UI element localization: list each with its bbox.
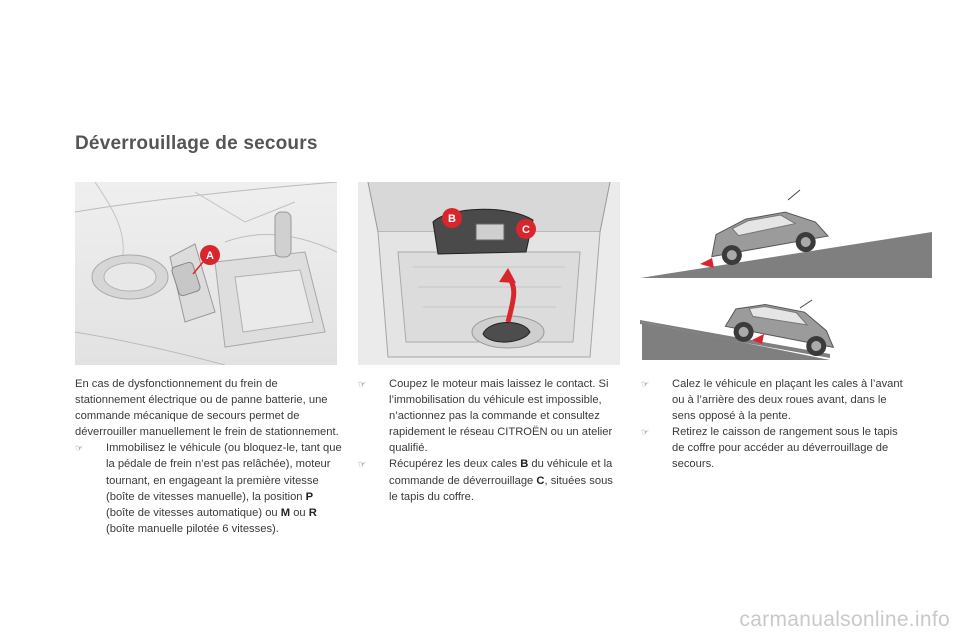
intro-paragraph: En cas de dysfonctionnement du frein de stationnement électrique ou de panne batterie, une commande mécanique de secours permet de déverrouiller manuellement le frein de stationnement. — [75, 378, 339, 439]
pointing-hand-icon: ☞ — [75, 443, 84, 454]
text-run: ou — [290, 506, 309, 519]
bold-p: P — [305, 490, 314, 503]
bold-r: R — [308, 506, 317, 519]
trunk-illustration — [358, 182, 620, 365]
pointing-hand-icon: ☞ — [358, 459, 367, 470]
page-title: Déverrouillage de secours — [75, 133, 318, 154]
text-run: du véhicule et la commande de déverrouillage — [389, 458, 613, 487]
pointing-hand-icon: ☞ — [641, 427, 650, 438]
bullet-text — [389, 458, 613, 502]
bullet-stop-engine — [358, 376, 620, 456]
bullet-text: Retirez le caisson de rangement sous le tapis de coffre pour accéder au déverrouillage de secours. — [672, 426, 898, 471]
column-1 — [75, 376, 343, 537]
slope-cars-illustration — [640, 182, 932, 367]
bullet-text — [106, 442, 342, 534]
bullet-remove-storage — [641, 424, 911, 472]
label-a: A — [206, 250, 214, 262]
bullet-immobilize — [75, 440, 343, 537]
label-c: C — [522, 224, 530, 236]
bullet-chock-vehicle — [641, 376, 911, 424]
label-b: B — [448, 213, 456, 225]
column-3 — [641, 376, 911, 473]
pointing-hand-icon: ☞ — [641, 379, 650, 389]
bold-c: C — [536, 474, 545, 487]
bullet-retrieve-chocks — [358, 456, 620, 504]
bold-b: B — [520, 458, 529, 471]
text-run: , situées sous le tapis du coffre. — [389, 474, 613, 503]
text-run: Récupérez les deux cales — [389, 458, 521, 471]
column-2 — [358, 376, 620, 505]
text-run: Immobilisez le véhicule (ou bloquez-le, tant que la pédale de frein n’est pas relâchée), moteur tournant, en engageant la première vitesse (boîte de vitesses manuelle), la position — [106, 442, 342, 503]
console-illustration — [75, 182, 337, 365]
bullet-text: Calez le véhicule en plaçant les cales à l’avant ou à l’arrière des deux roues avant, dans le sens opposé à la pente. — [672, 378, 903, 423]
text-run: (boîte de vitesses automatique) ou — [106, 506, 281, 519]
bold-m: M — [280, 506, 291, 519]
bullet-text: Coupez le moteur mais laissez le contact. Si l’immobilisation du véhicule est impossible, n’actionnez pas la commande et consultez rapidement le réseau CITROËN ou un atelier qualifié. — [389, 378, 613, 455]
text-run: (boîte manuelle pilotée 6 vitesses). — [106, 522, 279, 535]
watermark: carmanualsonline.info — [739, 608, 950, 631]
pointing-hand-icon: ☞ — [358, 379, 367, 389]
